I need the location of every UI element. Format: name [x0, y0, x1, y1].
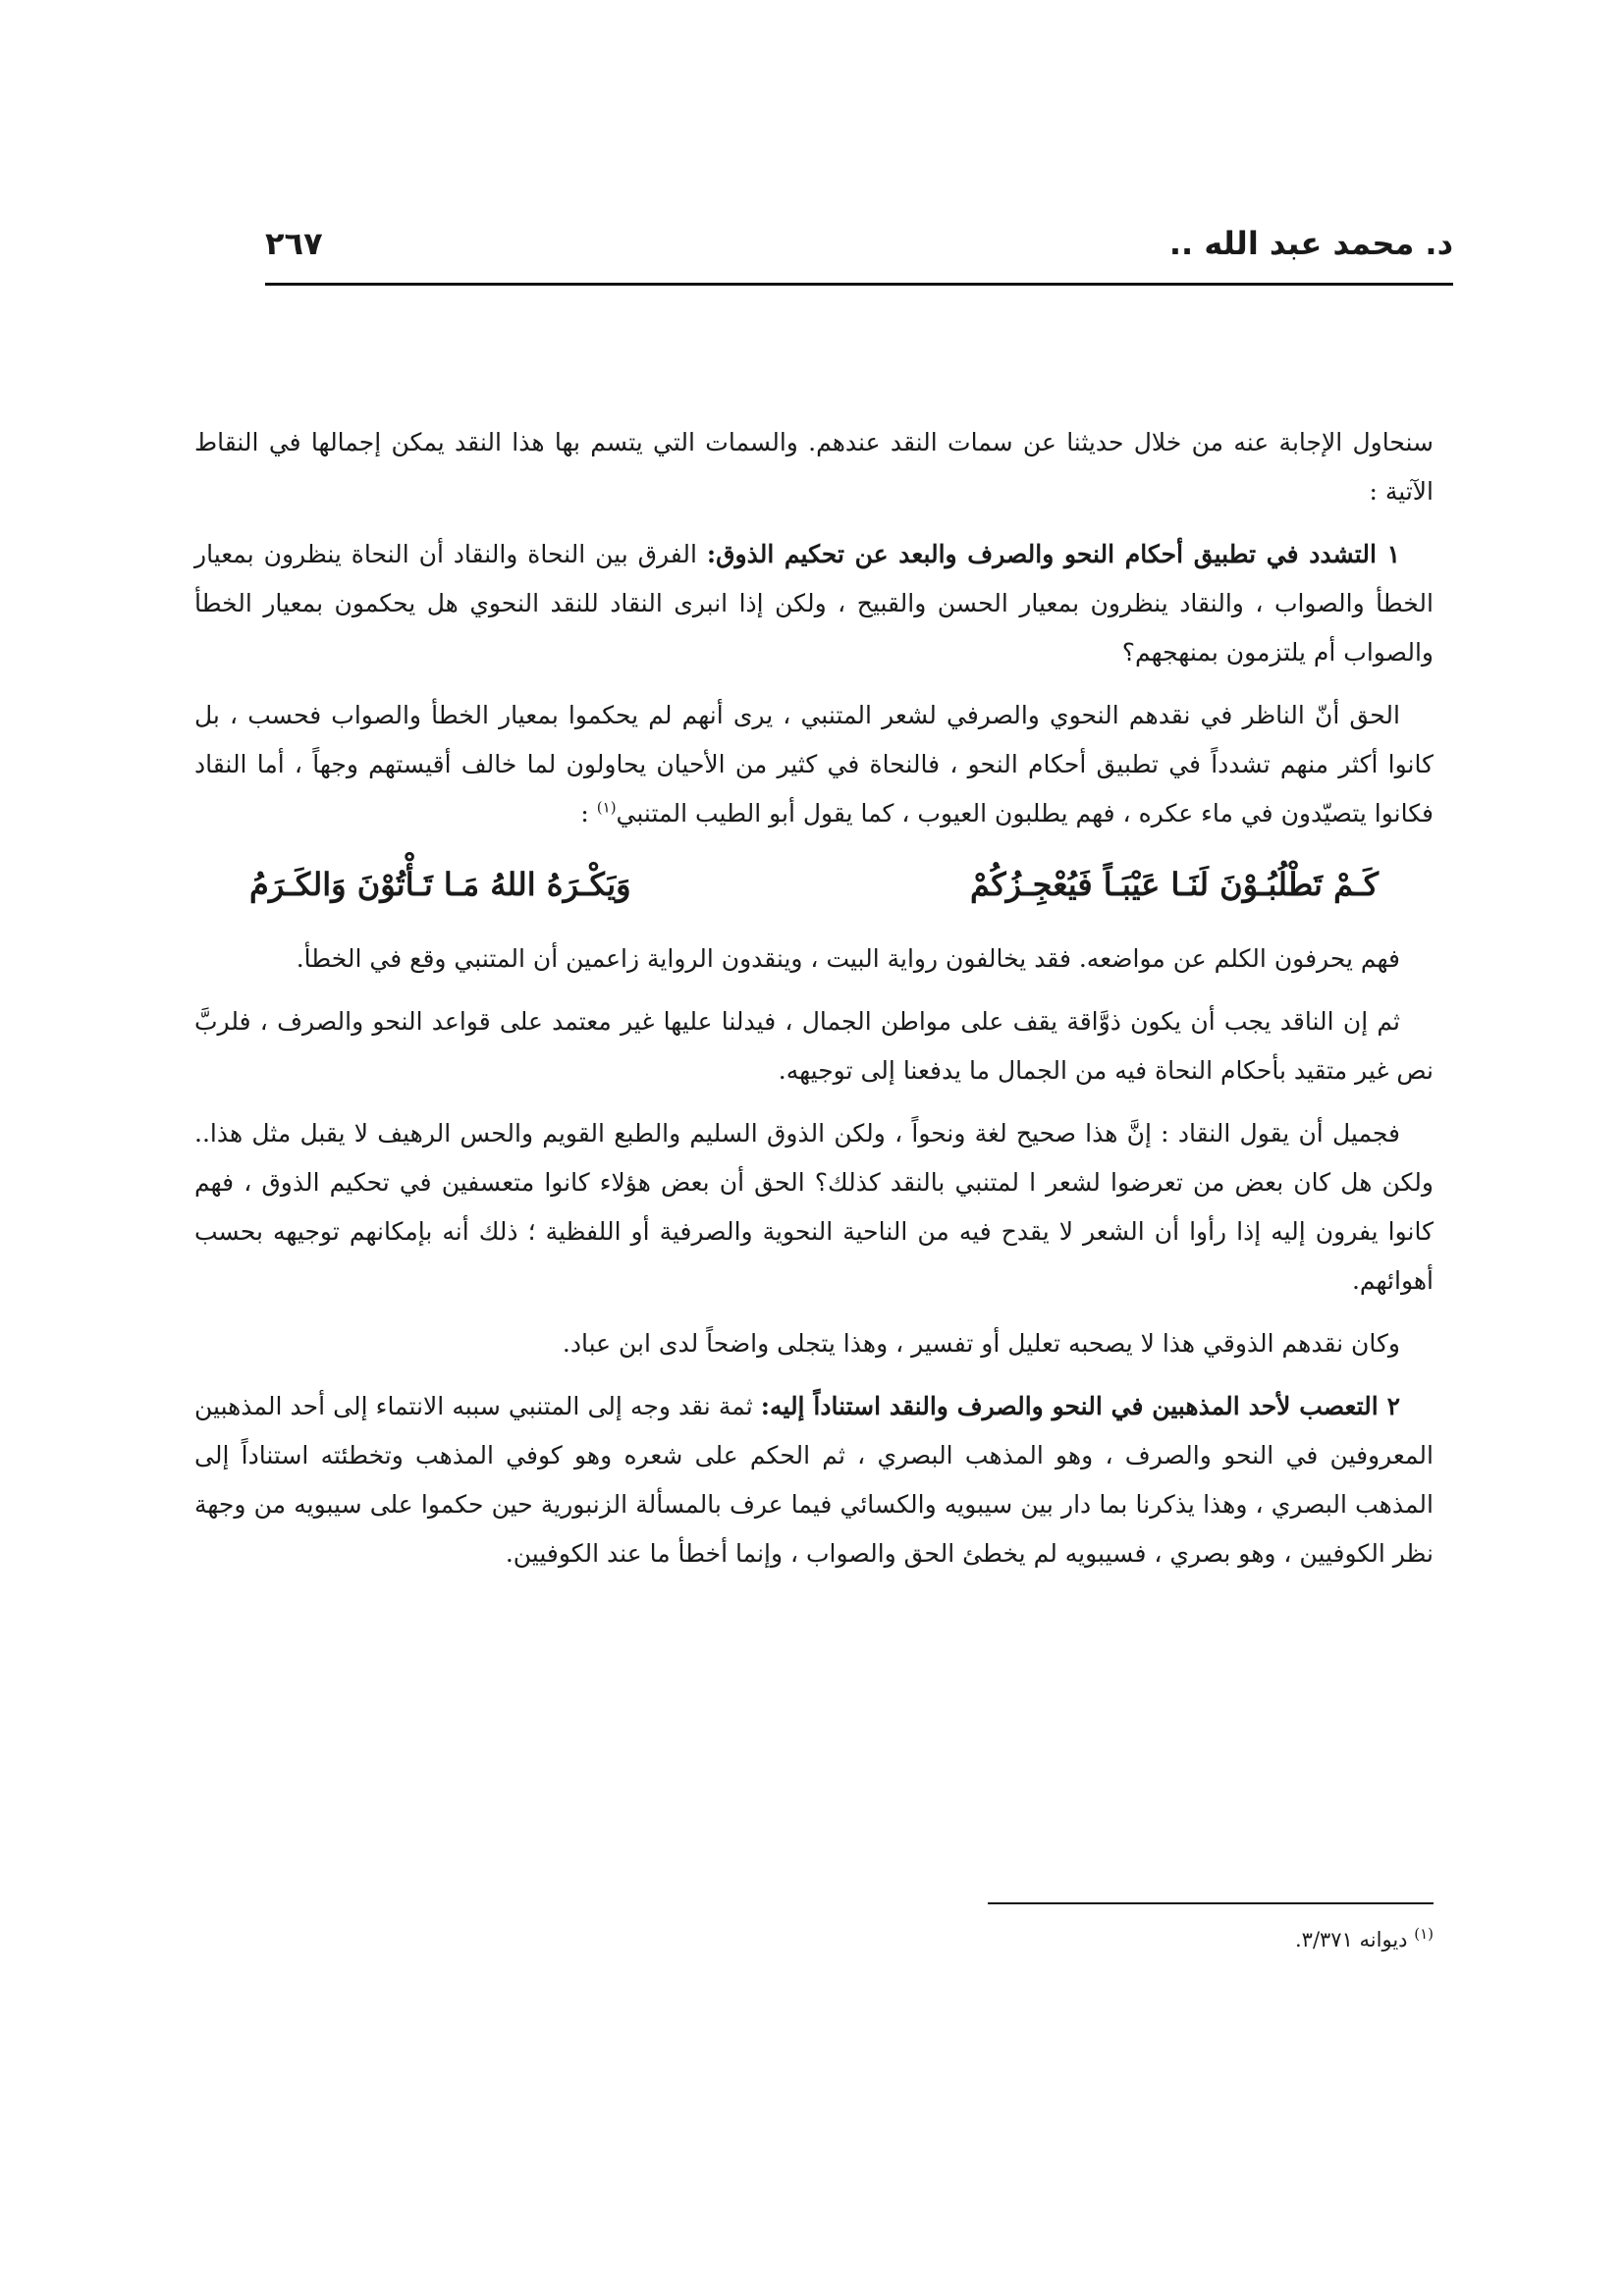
footnote-text: ديوانه ٣/٣٧١.	[1294, 1928, 1415, 1951]
paragraph-beautiful: فجميل أن يقول النقاد : إنَّ هذا صحيح لغة ونحواً ، ولكن الذوق السليم والطبع القويم والحس الرهيف لا يقبل مثل هذا.. ولكن هل كان بعض من تعرضوا لشعر ا لمتنبي بالنقد كذلك؟ الحق أن بعض هؤلاء كانوا متعسفين في تحكيم الذوق ، فهم كانوا يفرون إليه إذا رأوا أن الشعر لا يقدح فيه من الناحية النحوية والصرفية أو اللفظية ؛ ذلك أنه بإمكانهم توجيهه بحسب أهوائهم.	[194, 1119, 1435, 1295]
header-author: د. محمد عبد الله ..	[1168, 225, 1453, 262]
footnote-rule	[988, 1902, 1434, 1904]
point-2-text: ثمة نقد وجه إلى المتنبي سببه الانتماء إلى أحد المذهبين المعروفين في النحو والصرف ، وهو المذهب البصري ، ثم الحكم على شعره وهو كوفي المذهب وتخطئته استناداً إلى المذهب البصري ، وهذا يذكرنا بما دار بين سيبويه والكسائي فيما عرف بالمسألة الزنبورية حين حكموا على سيبويه من وجهة نظر الكوفيين ، وهو بصري ، فسيبويه لم يخطئ الحق والصواب ، وإنما أخطأ ما عند الكوفيين.	[194, 1392, 1434, 1568]
point-1-text: الفرق بين النحاة والنقاد أن النحاة ينظرون بمعيار الخطأ والصواب ، والنقاد ينظرون بمعيار الحسن والقبيح ، ولكن إذا انبرى النقاد للنقد النحوي هل يحكمون بمعيار الخطأ والصواب أم يلتزمون بمنهجهم؟	[194, 540, 1434, 667]
page-header	[265, 214, 1453, 273]
footnote-marker: (١)	[1414, 1925, 1434, 1943]
point-1-heading: ١ التشدد في تطبيق أحكام النحو والصرف والبعد عن تحكيم الذوق:	[706, 540, 1400, 568]
footnote	[884, 1920, 1434, 1959]
paragraph-ibn-abbad: وكان نقدهم الذوقي هذا لا يصحبه تعليل أو تفسير ، وهذا يتجلى واضحاً لدى ابن عباد.	[562, 1329, 1400, 1358]
paragraph-truth	[194, 691, 1434, 838]
verse-hemistich-second: وَيَكْـرَهُ اللهُ مَـا تَـأْتُوْنَ وَالكَـرَمُ	[249, 866, 631, 903]
paragraph-truth-text: الحق أنّ الناظر في نقدهم النحوي والصرفي لشعر المتنبي ، يرى أنهم لم يحكموا بمعيار الخطأ والصواب فحسب ، بل كانوا أكثر منهم تشدداً في تطبيق أحكام النحو ، فالنحاة في كثير من الأحيان يحاولون لما خالف أقيستهم وجهاً ، أما النقاد فكانوا يتصيّدون في ماء عكره ، فهم يطلبون العيوب ، كما يقول أبو الطيب المتنبي	[194, 701, 1434, 828]
body-text	[194, 418, 1434, 1592]
paragraph-point-1	[194, 530, 1434, 677]
paragraph-truth-end: :	[580, 799, 597, 828]
point-2-heading: ٢ التعصب لأحد المذهبين في النحو والصرف والنقد استناداً إليه:	[760, 1392, 1400, 1420]
paragraph-intro: سنحاول الإجابة عنه من خلال حديثنا عن سمات النقد عندهم. والسمات التي يتسم بها هذا النقد يمكن إجمالها في النقاط الآتية :	[194, 428, 1434, 506]
page-number: ٢٦٧	[265, 225, 323, 262]
header-rule	[265, 283, 1453, 286]
footnote-reference: (١)	[596, 798, 617, 817]
paragraph-critic-taste: ثم إن الناقد يجب أن يكون ذوَّاقة يقف على مواطن الجمال ، فيدلنا عليها غير معتمد على قواعد النحو والصرف ، فلربَّ نص غير متقيد بأحكام النحاة فيه من الجمال ما يدفعنا إلى توجيهه.	[194, 1007, 1434, 1085]
paragraph-point-2	[194, 1382, 1434, 1578]
poetry-verse	[194, 852, 1434, 917]
verse-hemistich-first: كَـمْ تَطْلُبُـوْنَ لَنَـا عَيْبَـاً فَيُعْجِـزُكُمْ	[970, 866, 1379, 903]
paragraph-distortion: فهم يحرفون الكلم عن مواضعه. فقد يخالفون رواية البيت ، وينقدون الرواية زاعمين أن المتنبي وقع في الخطأ.	[296, 944, 1400, 973]
